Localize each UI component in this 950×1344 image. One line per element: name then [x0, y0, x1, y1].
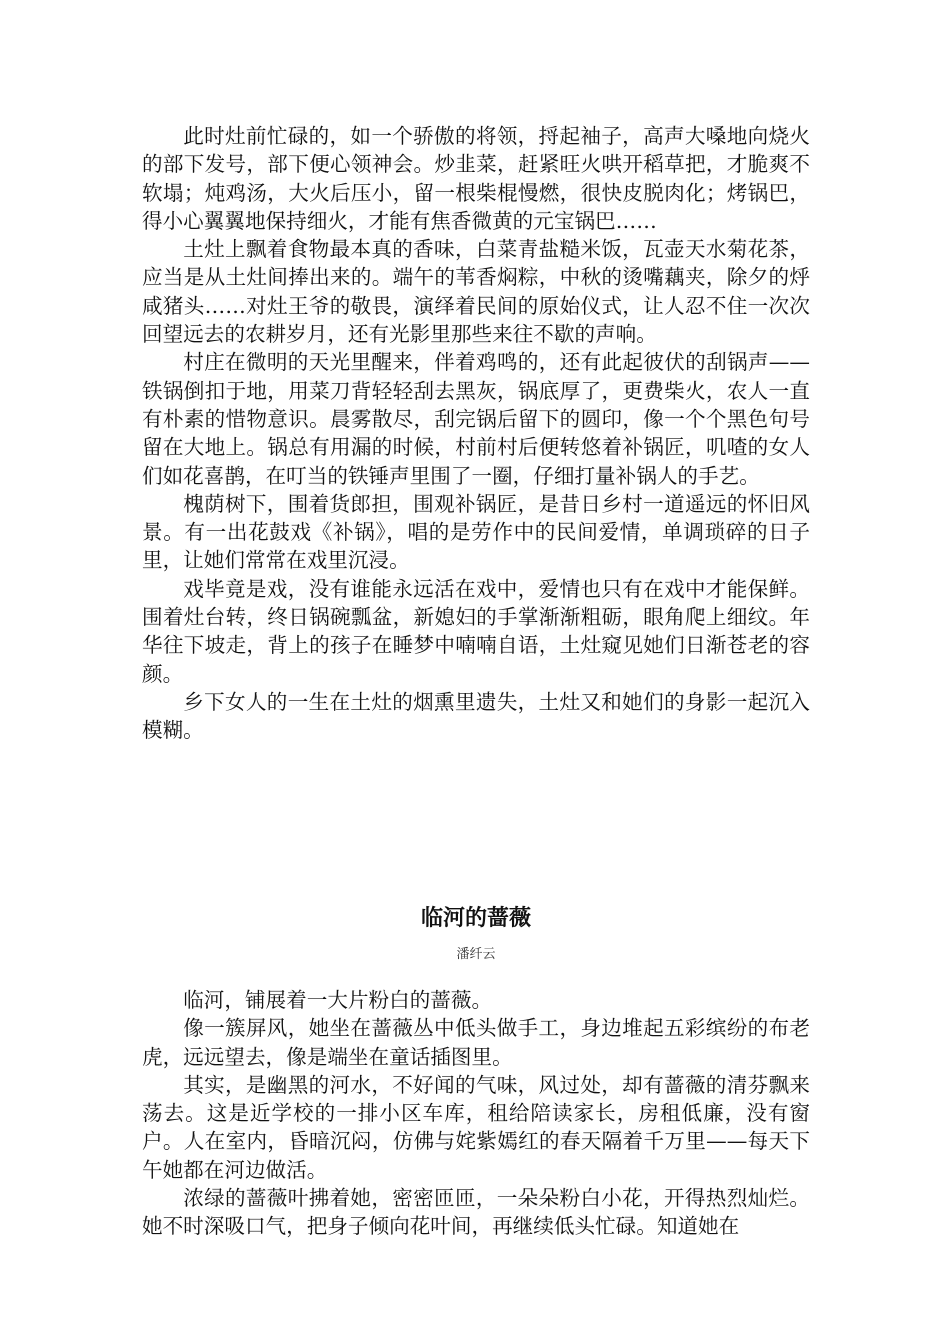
paragraph: 戏毕竟是戏，没有谁能永远活在戏中，爱情也只有在戏中才能保鲜。围着灶台转，终日锅碗瓢盆，新媳妇的手掌渐渐粗砺，眼角爬上细纹。年华往下坡走，背上的孩子在睡梦中喃喃自语，土灶窥见她们日渐苍老的容颜。 — [142, 576, 810, 686]
paragraph: 浓绿的蔷薇叶拂着她，密密匝匝，一朵朵粉白小花，开得热烈灿烂。她不时深吸口气，把身子倾向花叶间，再继续低头忙碌。知道她在 — [142, 1186, 810, 1239]
paragraph: 其实，是幽黑的河水，不好闻的气味，风过处，却有蔷薇的清芬飘来荡去。这是近学校的一排小区车库，租给陪读家长，房租低廉，没有窗户。人在室内，昏暗沉闷，仿佛与姹紫嫣红的春天隔着千万里——每天下午她都在河边做活。 — [142, 1072, 810, 1182]
paragraph: 村庄在微明的天光里醒来，伴着鸡鸣的，还有此起彼伏的刮锅声——铁锅倒扣于地，用菜刀背轻轻刮去黑灰，锅底厚了，更费柴火，农人一直有朴素的惜物意识。晨雾散尽，刮完锅后留下的圆印，像一个个黑色句号留在大地上。锅总有用漏的时候，村前村后便转悠着补锅匠，叽喳的女人们如花喜鹊，在叮当的铁锤声里围了一圈，仔细打量补锅人的手艺。 — [142, 350, 810, 488]
paragraph: 此时灶前忙碌的，如一个骄傲的将领，捋起袖子，高声大嗓地向烧火的部下发号，部下便心领神会。炒韭菜，赶紧旺火哄开稻草把，才脆爽不软塌；炖鸡汤，大火后压小，留一根柴棍慢燃，很快皮脱肉化；烤锅巴，得小心翼翼地保持细火，才能有焦香微黄的元宝锅巴…… — [142, 124, 810, 233]
paragraph: 土灶上飘着食物最本真的香味，白菜青盐糙米饭，瓦壶天水菊花茶，应当是从土灶间捧出来的。端午的苇香焖粽，中秋的烫嘴藕夹，除夕的烀咸猪头……对灶王爷的敬畏，演绎着民间的原始仪式，让人忍不住一次次回望远去的农耕岁月，还有光影里那些来往不歇的声响。 — [142, 237, 810, 347]
paragraph: 临河，铺展着一大片粉白的蔷薇。 — [183, 988, 493, 1012]
story-body — [142, 986, 810, 1241]
previous-story-ending — [142, 122, 810, 745]
paragraph: 像一簇屏风，她坐在蔷薇丛中低头做手工，身边堆起五彩缤纷的布老虎，远远望去，像是端坐在童话插图里。 — [142, 1016, 810, 1069]
paragraph: 槐荫树下，围着货郎担，围观补锅匠，是昔日乡村一道遥远的怀旧风景。有一出花鼓戏《补锅》，唱的是劳作中的民间爱情，单调琐碎的日子里，让她们常常在戏里沉浸。 — [142, 491, 810, 573]
paragraph: 乡下女人的一生在土灶的烟熏里遗失，土灶又和她们的身影一起沉入模糊。 — [142, 689, 810, 743]
story-author: 潘纤云 — [456, 947, 496, 962]
story-title: 临河的蔷薇 — [420, 906, 531, 931]
new-story — [142, 904, 810, 1241]
